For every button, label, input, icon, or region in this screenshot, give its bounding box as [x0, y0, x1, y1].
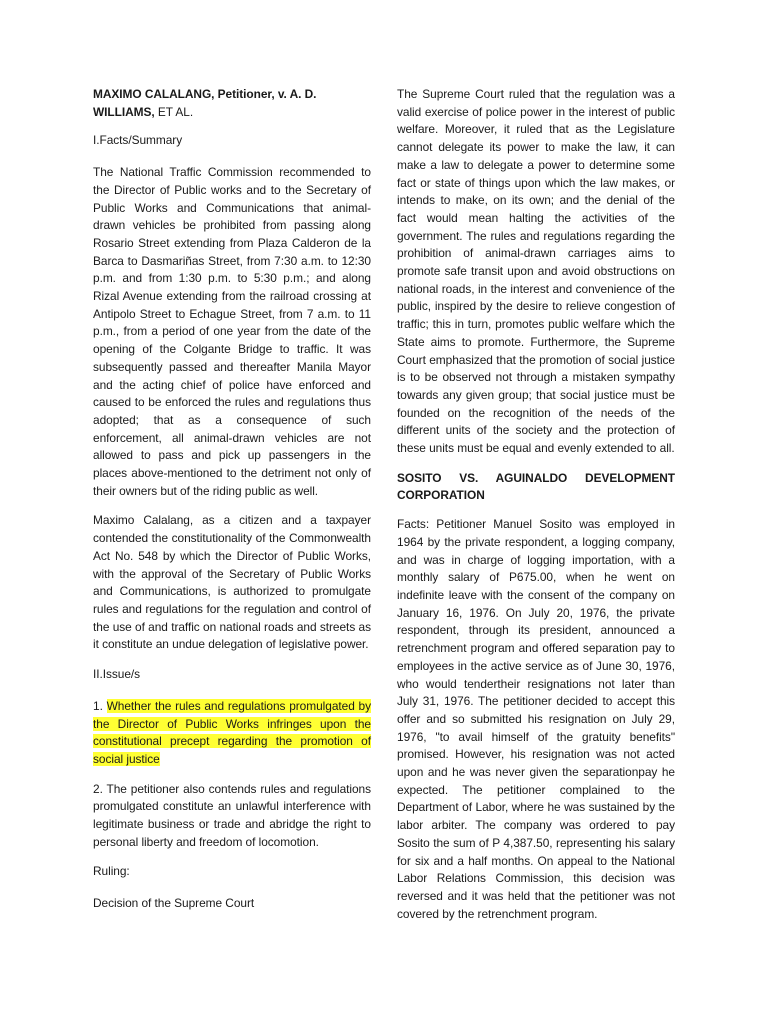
ruling-subheading: Decision of the Supreme Court [93, 896, 255, 911]
case2-title: SOSITO VS. AGUINALDO DEVELOPMENT CORPORATION [397, 470, 675, 503]
issue-1-highlighted-text: Whether the rules and regulations promulgated by the Director of Public Works infringes upon the constitutional precept regarding the promotion of social justice [93, 698, 371, 766]
case1-title [93, 86, 371, 121]
left-column [93, 86, 371, 925]
issue-1-number: 1. [93, 698, 103, 713]
right-column [397, 86, 675, 923]
issue-1 [93, 698, 371, 769]
case2-facts-paragraph: Facts: Petitioner Manuel Sosito was employed in 1964 by the private respondent, a logging company, and was in charge of logging importation, with a monthly salary of P675.00, when he went on indefinite leave with the consent of the company on January 16, 1976. On July 20, 1976, the private respondent, through its president, announced a retrenchment program and offered separation pay to employees in the active service as of June 30, 1976, who would tendertheir resignations not later than July 31, 1976. The petitioner decided to accept this offer and so submitted his resignation on July 29, 1976, "to avail himself of the gratuity benefits" promised. However, his resignation was not acted upon and he was never given the separationpay he expected. The petitioner complained to the Department of Labor, where he was sustained by the labor arbiter. The company was ordered to pay Sosito the sum of P 4,387.50, representing his salary for six and a half months. On appeal to the National Labor Relations Commission, this decision was reversed and it was held that the petitioner was not covered by the retrenchment program. [397, 517, 675, 921]
facts-heading: I.Facts/Summary [93, 133, 183, 148]
issue-2: 2. The petitioner also contends rules and regulations promulgated constitute an unlawful interference with legitimate business or trade and abridge the right to personal liberty and freedom of locomotion. [93, 781, 371, 849]
ruling-paragraph: The Supreme Court ruled that the regulation was a valid exercise of police power in the interest of public welfare. Moreover, it ruled that as the Legislature cannot delegate its power to make the law, it can make a law to delegate a power to determine some fact or state of things upon which the law makes, or intends to make, on its own; and the denial of the fact would mean halting the activities of the government. The rules and regulations regarding the prohibition of animal-drawn carriages aims to promote safe transit upon and avoid obstructions on national roads, in the interest and convenience of the public, inspired by the desire to relieve congestion of traffic; this in turn, promotes public welfare which the State aims to promote. Furthermore, the Supreme Court emphasized that the promotion of social justice is to be observed not through a mistaken sympathy towards any given group; that social justice must be founded on the recognition of the needs of the different units of the society and the protection of these units must be equal and evenly extended to all. [397, 87, 675, 456]
facts-paragraph-1: The National Traffic Commission recommended to the Director of Public works and to the Secretary of Public Works and Communications that animal-drawn vehicles be prohibited from passing along Rosario Street extending from Plaza Calderon de la Barca to Dasmariñas Street, from 7:30 a.m. to 12:30 p.m. and from 1:30 p.m. to 5:30 p.m.; and along Rizal Avenue extending from the railroad crossing at Antipolo Street to Echague Street, from 7 a.m. to 11 p.m., from a period of one year from the date of the opening of the Colgante Bridge to traffic. It was subsequently passed and thereafter Manila Mayor and the acting chief of police have enforced and caused to be enforced the rules and regulations thus adopted; that as a consequence of such enforcement, all animal-drawn vehicles are not allowed to pass and pick up passengers in the places above-mentioned to the detriment not only of their owners but of the riding public as well. [93, 165, 371, 498]
ruling-heading: Ruling: [93, 864, 130, 879]
facts-paragraph-2: Maximo Calalang, as a citizen and a taxpayer contended the constitutionality of the Commonwealth Act No. 548 by which the Director of Public Works, with the approval of the Secretary of Public Works and Communications, is authorized to promulgate rules and regulations for the regulation and control of the use of and traffic on national roads and streets as it constitute an undue delegation of legislative power. [93, 513, 371, 652]
case1-title-rest: ET AL. [157, 104, 194, 119]
issue-heading: II.Issue/s [93, 667, 141, 682]
case1-title-bold: MAXIMO CALALANG, Petitioner, v. A. D. WILLIAMS, [93, 87, 317, 119]
